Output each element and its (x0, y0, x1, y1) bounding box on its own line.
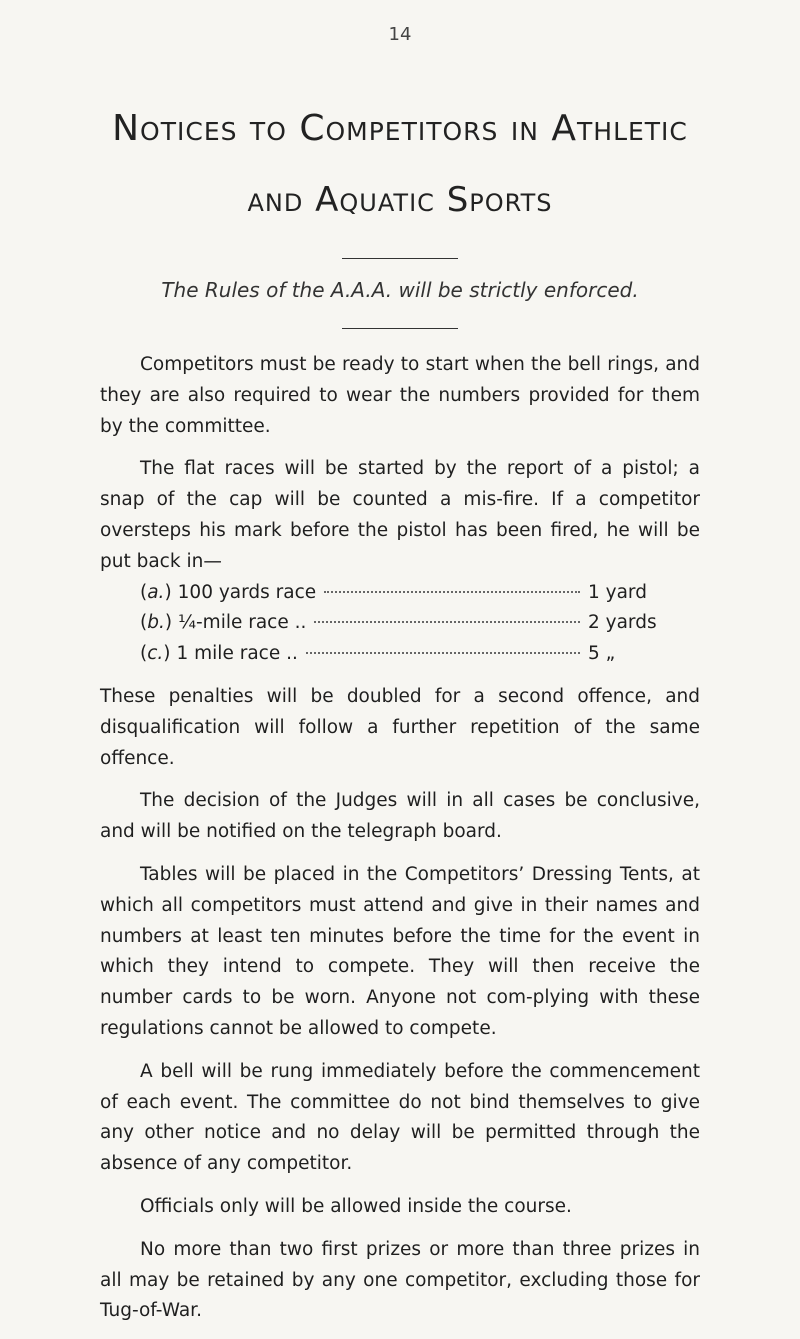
page-title-line-2: and Aquatic Sports (247, 180, 553, 220)
penalty-race: ¼-mile race .. (178, 612, 307, 634)
penalty-item: (b.) ¼-mile race .. 2 yards (100, 608, 700, 639)
paragraph-dressing-tents: Tables will be placed in the Competitors’ Dressing Tents, at which all competitors must attend and give in their names and numbers at least ten minutes before the time for the event in which they intend to compete. They will then receive the number cards to be worn. Anyone not com-plying with these regulations cannot be allowed to compete. (100, 863, 700, 1039)
penalty-letter: b. (147, 612, 165, 634)
dot-leader (306, 652, 580, 654)
divider-bottom (342, 328, 458, 329)
dot-leader (314, 621, 580, 623)
paragraph-prizes: No more than two first prizes or more than three prizes in all may be retained by any one competitor, excluding those for Tug-of-War. (100, 1238, 700, 1322)
paragraph-judges: The decision of the Judges will in all cases be conclusive, and will be notified on the telegraph board. (100, 790, 700, 843)
paragraph-flat-races: The flat races will be started by the report of a pistol; a snap of the cap will be counted a mis-fire. If a competitor oversteps his mark before the pistol has been fired, he will be put back in— (100, 458, 700, 572)
penalty-letter: c. (147, 643, 164, 665)
page-number: 14 (388, 24, 412, 45)
penalty-letter: a. (147, 581, 165, 603)
penalty-race: 100 yards race (177, 581, 317, 603)
page-title-line-1: Notices to Competitors in Athletic (112, 108, 688, 149)
paragraph-doubled-penalties: These penalties will be doubled for a second offence, and disqualification will follow a further repetition of the same offence. (100, 685, 700, 769)
paragraph-officials: Officials only will be allowed inside the course. (140, 1195, 572, 1217)
notice-body (100, 350, 700, 1339)
divider-top (342, 258, 458, 259)
penalty-item: (a.) 100 yards race 1 yard (100, 578, 700, 609)
penalty-list (100, 578, 700, 670)
paragraph-bell: A bell will be rung immediately before the commencement of each event. The committee do not bind themselves to give any other notice and no delay will be permitted through the absence of any competitor. (100, 1060, 700, 1175)
penalty-distance: 5 „ (588, 643, 616, 665)
dot-leader (324, 591, 580, 593)
penalty-item: (c.) 1 mile race .. 5 „ (100, 639, 700, 670)
penalty-distance: 1 yard (588, 581, 647, 603)
paragraph-readiness: Competitors must be ready to start when the bell rings, and they are also required to wear the numbers provided for them by the committee. (100, 354, 700, 437)
penalty-race: 1 mile race .. (176, 643, 298, 665)
subtitle: The Rules of the A.A.A. will be strictly enforced. (161, 278, 639, 302)
penalty-distance: 2 yards (588, 612, 657, 634)
